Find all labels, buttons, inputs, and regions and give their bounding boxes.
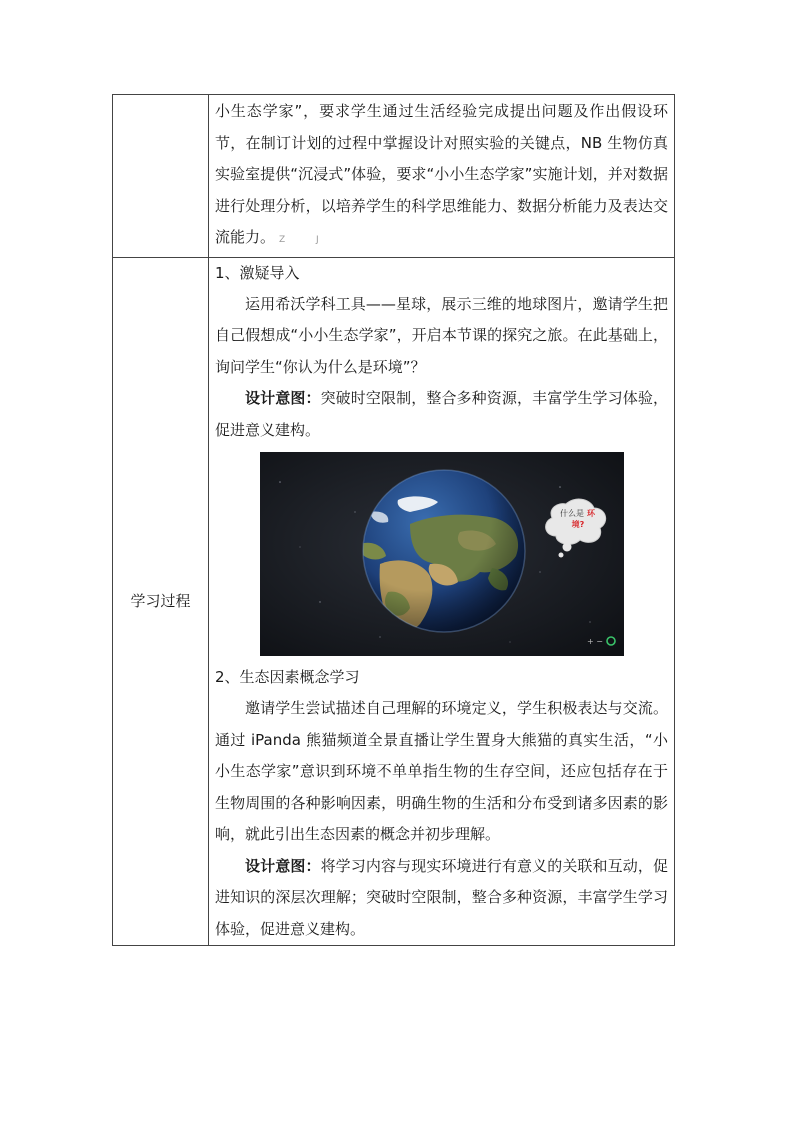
design-intent-1 xyxy=(215,383,668,446)
zoom-controls[interactable]: + − xyxy=(586,637,603,646)
section-paragraph-1: 运用希沃学科工具——星球，展示三维的地球图片，邀请学生把自己假想成“小小生态学家”，开启本节课的探究之旅。在此基础上，询问学生“你认为什么是环境”？ xyxy=(215,294,668,376)
section-paragraph-2: 邀请学生尝试描述自己理解的环境定义，学生积极表达与交流。通过 iPanda 熊猫频道全景直播让学生置身大熊猫的真实生活，“小小生态学家”意识到环境不单单指生物的生存空间，还应包括存在于生物周围的各种影响因素，明确生物的生活和分布受到诸多因素的影响，就此引出生态因素的概念并初步理解。 xyxy=(215,699,668,843)
table-row xyxy=(113,257,675,946)
bubble-text-a: 什么是 xyxy=(559,509,584,518)
bubble-text-b: 环 xyxy=(586,509,595,518)
row-label-cell xyxy=(113,257,209,946)
section-heading-1: 1、激疑导入 xyxy=(215,263,300,282)
row-content-cell xyxy=(209,95,675,258)
row-label-cell xyxy=(113,95,209,258)
lesson-table xyxy=(112,94,675,946)
intent-text: 突破时空限制，整合多种资源，丰富学生学习体验，促进意义建构。 xyxy=(215,389,668,439)
goal-paragraph: 小生态学家”，要求学生通过生活经验完成提出问题及作出假设环节，在制订计划的过程中掌握设计对照实验的关键点，NB 生物仿真实验室提供“沉浸式”体验，要求“小小生态学家”实施计划，并对数据进行处理分析，以培养学生的科学思维能力、数据分析能力及表达交流能力。 Z J xyxy=(215,102,668,246)
globe-figure xyxy=(260,452,624,656)
row-content-cell xyxy=(209,257,675,946)
intent-label: 设计意图： xyxy=(245,856,321,875)
row-label-learning-process: 学习过程 xyxy=(130,592,191,611)
intent-label: 设计意图： xyxy=(245,389,321,407)
table-row xyxy=(113,95,675,258)
stray-marks: Z J xyxy=(279,235,333,245)
globe-svg xyxy=(260,452,624,656)
bubble-text-c: 境? xyxy=(571,520,584,529)
section-heading-2: 2、生态因素概念学习 xyxy=(215,668,360,686)
design-intent-2 xyxy=(215,851,668,946)
intent-text: 将学习内容与现实环境进行有意义的关联和互动，促进知识的深层次理解；突破时空限制，整合多种资源，丰富学生学习体验，促进意义建构。 xyxy=(215,856,668,938)
